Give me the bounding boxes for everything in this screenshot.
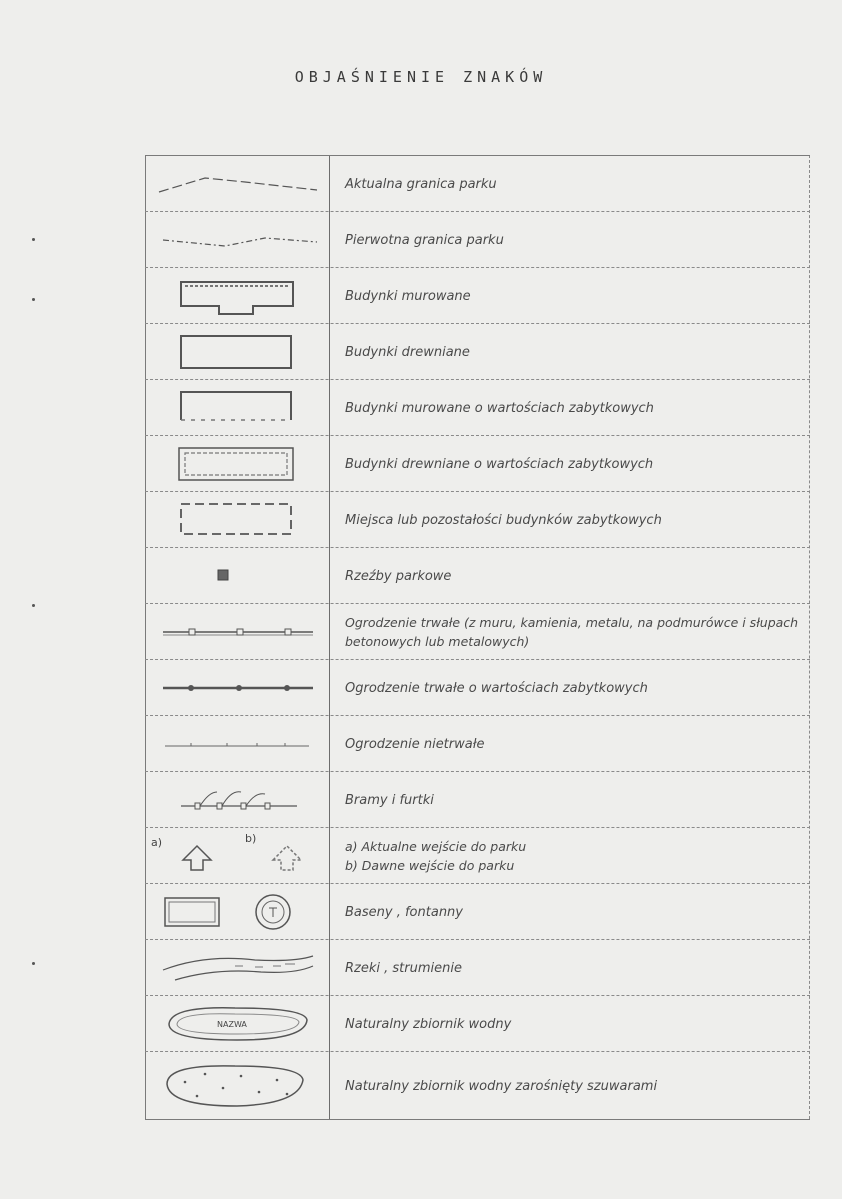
legend-description: Budynki murowane o wartościach zabytkowych bbox=[345, 400, 654, 416]
legend-description: Ogrodzenie trwałe (z muru, kamienia, metalu, na podmurówce i słupach betonowych lub metalowych) bbox=[345, 615, 799, 649]
legend-row bbox=[145, 939, 810, 996]
legend-description: Naturalny zbiornik wodny zarośnięty szuwarami bbox=[345, 1078, 658, 1094]
legend-description: Ogrodzenie trwałe o wartościach zabytkowych bbox=[345, 680, 648, 696]
river-stream-symbol bbox=[145, 940, 329, 996]
legend-description: Bramy i furtki bbox=[345, 792, 434, 808]
legend-description: Aktualna granica parku bbox=[345, 176, 497, 192]
historic-permanent-fence-symbol bbox=[145, 660, 329, 716]
pool-fountain-symbol bbox=[145, 884, 329, 940]
legend-description: Ogrodzenie nietrwałe bbox=[345, 736, 485, 752]
entrance-label-a: a) bbox=[151, 836, 163, 849]
legend-row bbox=[145, 323, 810, 380]
original-park-boundary-symbol bbox=[145, 212, 329, 268]
legend-row bbox=[145, 603, 810, 660]
legend-row bbox=[145, 211, 810, 268]
legend-row bbox=[145, 715, 810, 772]
legend-row bbox=[145, 995, 810, 1052]
entrance-label-b: b) bbox=[245, 832, 257, 845]
wooden-building-symbol bbox=[145, 324, 329, 380]
legend-row bbox=[145, 659, 810, 716]
legend-row bbox=[145, 155, 810, 212]
historic-brick-building-symbol bbox=[145, 380, 329, 436]
historic-building-remains-symbol bbox=[145, 492, 329, 548]
historic-wooden-building-symbol bbox=[145, 436, 329, 492]
legend-row bbox=[145, 827, 810, 884]
legend-row bbox=[145, 435, 810, 492]
legend-row bbox=[145, 491, 810, 548]
table-bottom-border bbox=[145, 1119, 810, 1120]
legend-row bbox=[145, 267, 810, 324]
scan-speck bbox=[32, 298, 35, 301]
park-entrance-symbol bbox=[145, 828, 329, 884]
brick-building-symbol bbox=[145, 268, 329, 324]
legend-description: a) Aktualne wejście do parku b) Dawne wejście do parku bbox=[345, 839, 527, 873]
legend-table bbox=[145, 155, 810, 1119]
legend-row bbox=[145, 771, 810, 828]
natural-water-body-symbol bbox=[145, 996, 329, 1052]
scan-speck bbox=[32, 962, 35, 965]
legend-description: Budynki drewniane bbox=[345, 344, 470, 360]
reed-water-body-symbol bbox=[145, 1052, 329, 1120]
legend-row bbox=[145, 883, 810, 940]
legend-row bbox=[145, 379, 810, 436]
park-sculpture-symbol bbox=[145, 548, 329, 604]
legend-description: Rzeki , strumienie bbox=[345, 960, 462, 976]
legend-description: Budynki drewniane o wartościach zabytkowych bbox=[345, 456, 654, 472]
gate-symbol bbox=[145, 772, 329, 828]
legend-row bbox=[145, 547, 810, 604]
legend-description: Naturalny zbiornik wodny bbox=[345, 1016, 512, 1032]
current-park-boundary-symbol bbox=[145, 156, 329, 212]
scan-speck bbox=[32, 604, 35, 607]
legend-description: Budynki murowane bbox=[345, 288, 471, 304]
temporary-fence-symbol bbox=[145, 716, 329, 772]
legend-description: Rzeźby parkowe bbox=[345, 568, 452, 584]
legend-row bbox=[145, 1051, 810, 1120]
permanent-fence-symbol bbox=[145, 604, 329, 660]
scan-speck bbox=[32, 238, 35, 241]
water-body-name-label: NAZWA bbox=[217, 1020, 247, 1029]
legend-description: Miejsca lub pozostałości budynków zabytkowych bbox=[345, 512, 662, 528]
legend-description: Pierwotna granica parku bbox=[345, 232, 504, 248]
legend-description: Baseny , fontanny bbox=[345, 904, 463, 920]
page-title: OBJAŚNIENIE ZNAKÓW bbox=[294, 68, 548, 86]
